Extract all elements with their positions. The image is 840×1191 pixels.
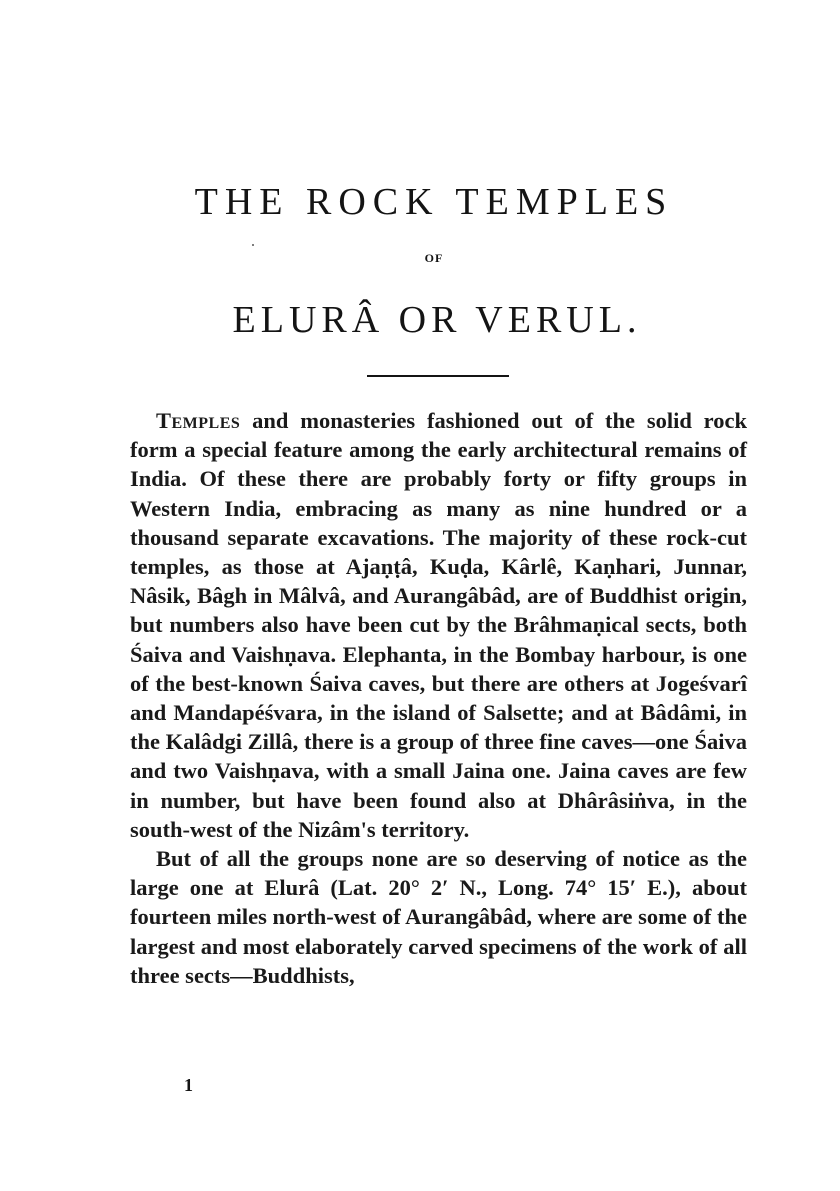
title-line-1: THE ROCK TEMPLES [194, 181, 674, 223]
title-connector: OF [424, 251, 444, 265]
paragraph-lead-word: Temples [156, 408, 241, 433]
paragraph-1-text: and monasteries fashioned out of the solid rock form a special feature among the early architectural remains of India. Of these there are probably forty or fifty groups in Western India, embracing as many as nine hundred or a thousand separate excavations. The majority of these rock-cut temples, as those at Ajaṇṭâ, Kuḍa, Kârlê, Kaṇhari, Junnar, Nâsik, Bâgh in Mâlvâ, and Aurangâbâd, are of Buddhist origin, but numbers also have been cut by the Brâhmaṇical sects, both Śaiva and Vaishṇava. Elephanta, in the Bombay harbour, is one of the best-known Śaiva caves, but there are others at Jogeśvarî and Mandapéśvara, in the island of Salsette; and at Bâdâmi, in the Kalâdgi Zillâ, there is a group of three fine caves—one Śaiva and two Vaishṇava, with a small Jaina one. Jaina caves are few in number, but have been found also at Dhârâsiṅva, in the south-west of the Nizâm's territory. [130, 408, 747, 842]
paragraph-2-text: But of all the groups none are so deserving of notice as the large one at Elurâ (Lat. 20° 2′ N., Long. 74° 15′ E.), about fourteen miles north-west of Aurangâbâd, where are some of the largest and most elaborately carved specimens of the work of all three sects—Buddhists, [130, 846, 747, 988]
paragraph-1 [130, 406, 747, 844]
title-line-2: ELURÂ OR VERUL. [232, 299, 642, 341]
ink-speck [252, 244, 254, 246]
title-rule-divider [367, 375, 509, 377]
paragraph-2 [130, 844, 747, 990]
signature-mark: 1 [184, 1075, 193, 1095]
body-text [130, 406, 747, 990]
